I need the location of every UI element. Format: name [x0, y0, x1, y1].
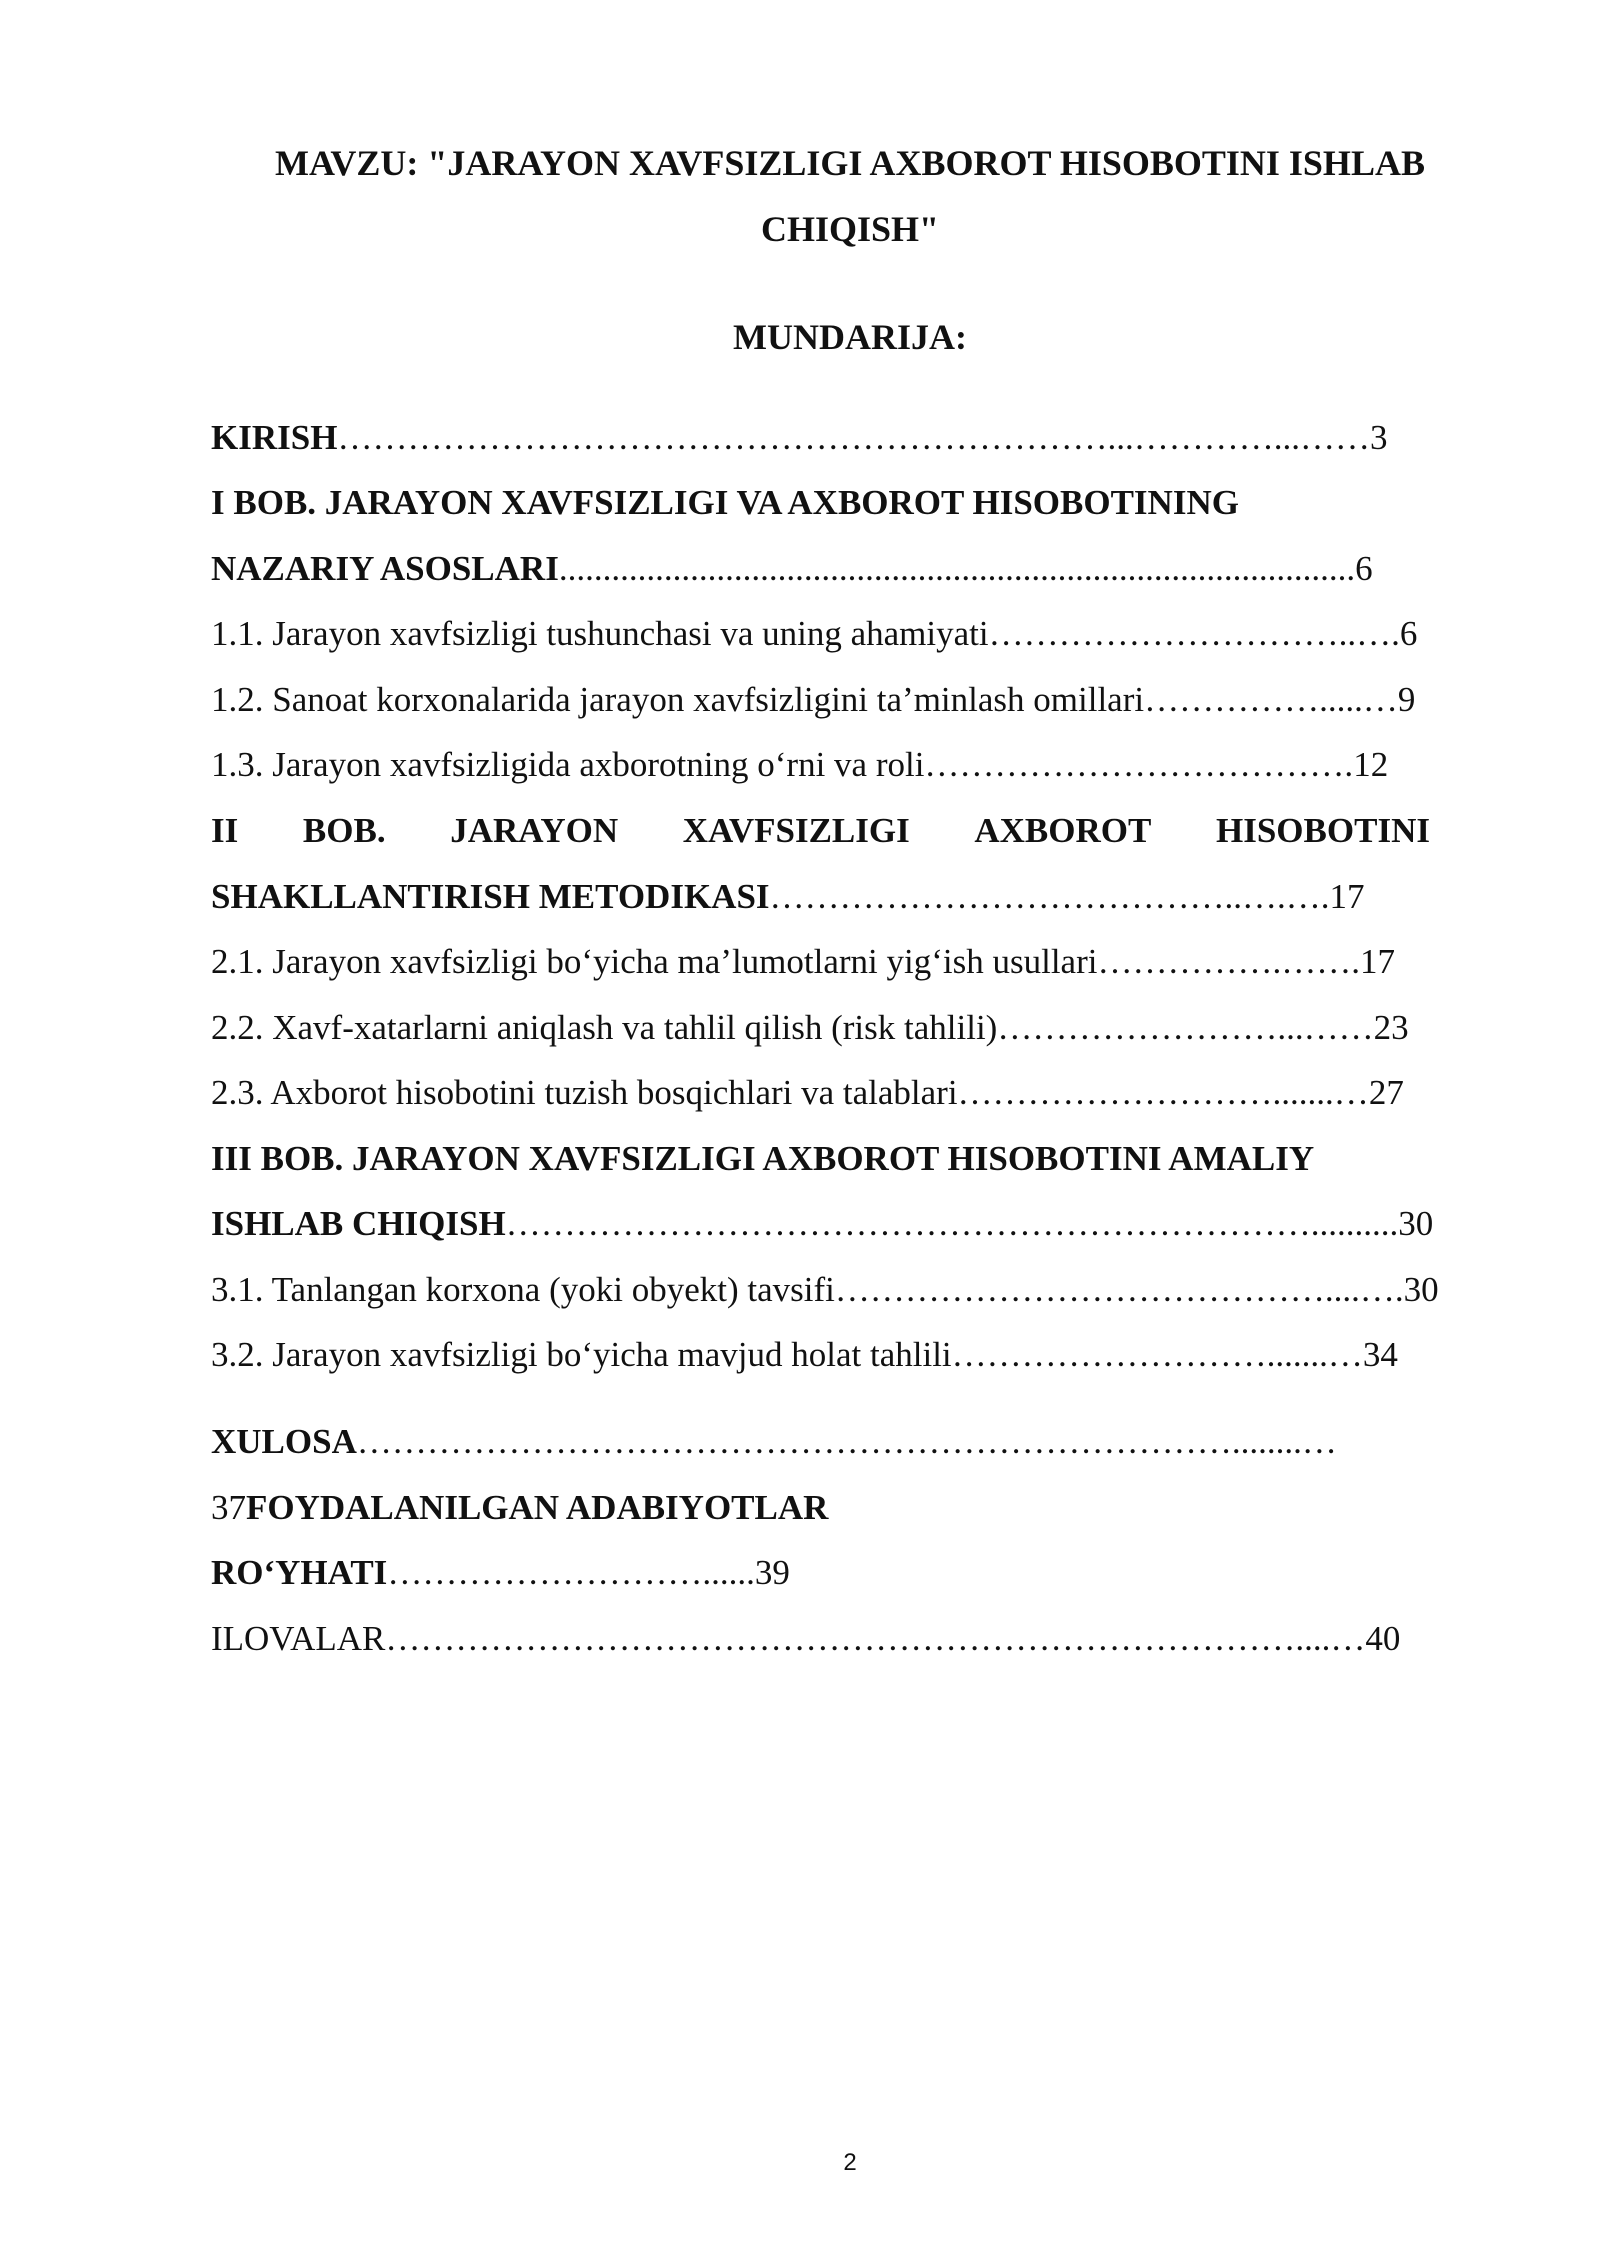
toc-entry-2-1 — [211, 929, 1395, 995]
toc-entry-references-line-1 — [211, 1475, 828, 1541]
document-title-line-1: MAVZU: "JARAYON XAVFSIZLIGI AXBOROT HISOBOTINI ISHLAB — [275, 143, 1425, 183]
toc-label: RO‘YHATI — [211, 1553, 388, 1592]
toc-entry-1-1 — [211, 601, 1417, 667]
toc-word: II — [211, 811, 239, 850]
toc-label: KIRISH — [211, 418, 338, 457]
toc-page-number: 6 — [1399, 614, 1418, 653]
toc-word: AXBOROT — [974, 811, 1152, 850]
toc-leader-dots: …………………………………………………………………........… — [356, 1422, 1337, 1461]
toc-word: HISOBOTINI — [1216, 811, 1430, 850]
toc-leader-dots: …………………………………..….…. — [769, 877, 1330, 916]
toc-entry-2-3 — [211, 1060, 1404, 1126]
toc-text: 1.1. Jarayon xavfsizligi tushunchasi va uning ahamiyati…………………………..…. — [211, 614, 1400, 653]
toc-label: XULOSA — [211, 1422, 357, 1461]
toc-page-number: 27 — [1368, 1073, 1404, 1112]
toc-page-number: 40 — [1365, 1619, 1401, 1658]
toc-text: 2.2. Xavf-xatarlarni aniqlash va tahlil qilish (risk tahlili)……………………...…… — [211, 1008, 1374, 1047]
toc-chapter-2-line-2 — [211, 864, 1365, 930]
toc-chapter-1-line-2 — [211, 536, 1373, 602]
toc-chapter-1-line-1: I BOB. JARAYON XAVFSIZLIGI VA AXBOROT HISOBOTINING — [211, 483, 1239, 522]
toc-leader-dots: ........................................................................................... — [558, 549, 1356, 588]
toc-leader-dots: ……………………………………………………………………....… — [385, 1619, 1366, 1658]
toc-chapter-2-line-1 — [211, 798, 1430, 864]
toc-label: SHAKLLANTIRISH METODIKASI — [211, 877, 770, 916]
contents-heading: MUNDARIJA: — [733, 317, 967, 357]
toc-leader-dots: …………………………………………………………...…………...…… — [337, 418, 1370, 457]
toc-text: 1.3. Jarayon xavfsizligida axborotning o‘rni va roli………………………………. — [211, 745, 1354, 784]
toc-page-number: 30 — [1403, 1270, 1439, 1309]
toc-entry-references-line-2 — [211, 1540, 790, 1606]
toc-text: 3.2. Jarayon xavfsizligi bo‘yicha mavjud holat tahlili……………………….......… — [211, 1335, 1363, 1374]
toc-leader-dots: ………………………...... — [387, 1553, 755, 1592]
toc-entry-2-2 — [211, 995, 1409, 1061]
toc-label: ILOVALAR — [211, 1619, 386, 1658]
toc-page-number: 39 — [754, 1553, 790, 1592]
toc-entry-1-3 — [211, 732, 1388, 798]
toc-entry-kirish — [211, 405, 1387, 471]
toc-page-number: 17 — [1359, 942, 1395, 981]
toc-page-number: 23 — [1373, 1008, 1409, 1047]
toc-label: ISHLAB CHIQISH — [211, 1204, 506, 1243]
toc-text: 2.3. Axborot hisobotini tuzish bosqichlari va talablari……………………….......… — [211, 1073, 1369, 1112]
toc-leader-dots: …………………………………………………………….......... — [505, 1204, 1399, 1243]
toc-entry-3-2 — [211, 1322, 1398, 1388]
toc-text: 2.1. Jarayon xavfsizligi bo‘yicha ma’lumotlarni yig‘ish usullari…………….……. — [211, 942, 1360, 981]
toc-entry-1-2 — [211, 667, 1415, 733]
toc-label: NAZARIY ASOSLARI — [211, 549, 559, 588]
toc-page-number: 34 — [1362, 1335, 1398, 1374]
toc-page-number: 3 — [1369, 418, 1388, 457]
toc-entry-ilovalar — [211, 1606, 1400, 1672]
toc-word: BOB. — [302, 811, 386, 850]
toc-page-number: 30 — [1398, 1204, 1434, 1243]
toc-page-number: 37 — [211, 1488, 246, 1527]
page-number: 2 — [843, 2149, 857, 2176]
toc-word: JARAYON — [450, 811, 619, 850]
toc-page-number: 6 — [1355, 549, 1373, 588]
toc-word: XAVFSIZLIGI — [682, 811, 910, 850]
toc-entry-xulosa — [211, 1409, 1337, 1475]
toc-text: 1.2. Sanoat korxonalarida jarayon xavfsizligini ta’minlash omillari…………….....… — [211, 680, 1398, 719]
toc-entry-3-1 — [211, 1257, 1439, 1323]
toc-label: FOYDALANILGAN ADABIYOTLAR — [246, 1488, 829, 1527]
toc-page-number: 17 — [1329, 877, 1365, 916]
toc-chapter-3-line-2 — [211, 1191, 1433, 1257]
toc-page-number: 12 — [1353, 745, 1389, 784]
toc-page-number: 9 — [1397, 680, 1416, 719]
toc-text: 3.1. Tanlangan korxona (yoki obyekt) tavsifi……………………………………....…. — [211, 1270, 1404, 1309]
document-title-line-2: CHIQISH" — [760, 209, 940, 249]
toc-chapter-3-line-1: III BOB. JARAYON XAVFSIZLIGI AXBOROT HISOBOTINI AMALIY — [211, 1139, 1315, 1178]
